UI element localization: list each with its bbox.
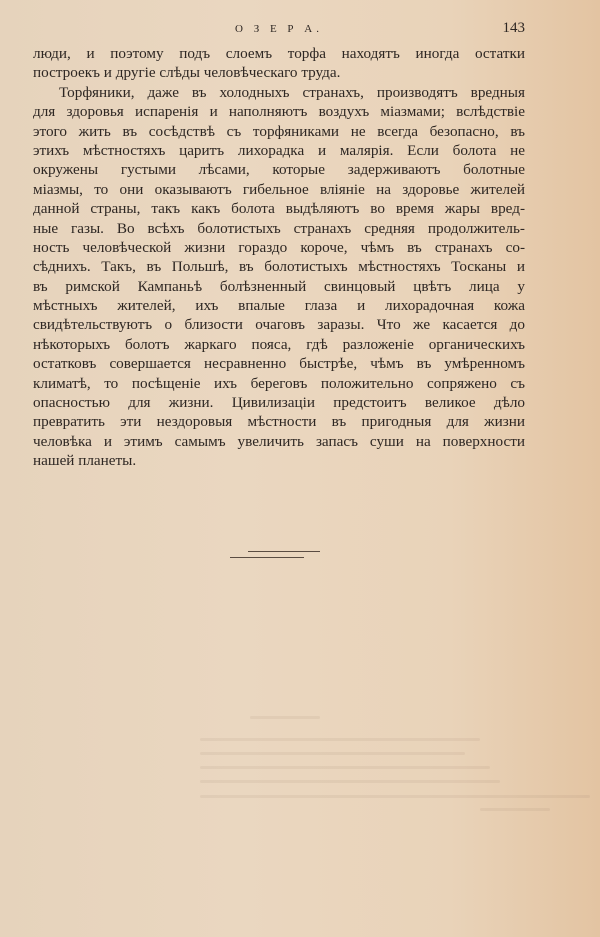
text-line: въ римской Кампаньѣ болѣзненный свинцовый цвѣтъ лица у — [33, 277, 525, 295]
text-line: окружены густыми лѣсами, которые задерживаютъ болотные — [33, 161, 525, 179]
text-line: люди, и поэтому подъ слоемъ торфа находятъ иногда остатки — [33, 45, 525, 62]
text-line: этихъ мѣстностяхъ царитъ лихорадка и малярія. Если болота не — [33, 141, 525, 159]
bleed-through-mark — [200, 738, 480, 741]
body-text — [33, 44, 525, 471]
bleed-through-mark — [480, 808, 550, 811]
text-line: для здоровья испаренія и наполняютъ воздухъ міазмами; вслѣдствіе — [33, 103, 525, 121]
text-line: сѣднихъ. Такъ, въ Польшѣ, въ болотистыхъ мѣстностяхъ Тосканы и — [33, 258, 525, 276]
bleed-through-mark — [200, 795, 590, 798]
bleed-through-mark — [200, 780, 500, 783]
separator-rule-upper — [248, 551, 320, 552]
running-head — [33, 20, 525, 40]
page-number: 143 — [502, 20, 525, 36]
text-line: опасностью для жизни. Цивилизаціи предстоитъ великое дѣло — [33, 394, 525, 412]
bleed-through-mark — [250, 716, 320, 719]
text-line: построекъ и другіе слѣды человѣческаго труда. — [33, 64, 341, 82]
text-line: данной страны, такъ какъ болота выдѣляютъ во время жары вред- — [33, 200, 525, 218]
running-title: О З Е Р А. — [235, 23, 323, 35]
text-line: нашей планеты. — [33, 452, 137, 470]
text-line: климатѣ, то посѣщеніе ихъ береговъ положительно сопряжено съ — [33, 374, 525, 392]
text-line: мѣстныхъ жителей, ихъ впалые глаза и лихорадочная кожа — [33, 297, 525, 315]
text-line: свидѣтельствуютъ о близости очаговъ заразы. Что же касается до — [33, 316, 525, 334]
text-line: ность человѣческой жизни гораздо короче, чѣмъ въ странахъ со- — [33, 238, 525, 256]
bleed-through-mark — [200, 752, 465, 755]
paragraph-start-line: Торфяники, даже въ холодныхъ странахъ, производятъ вредныя — [59, 83, 525, 101]
text-line: міазмы, то они оказываютъ гибельное вліяніе на здоровье жителей — [33, 180, 525, 198]
text-line: нѣкоторыхъ болотъ жаркаго пояса, гдѣ разложеніе органическихъ — [33, 335, 525, 353]
text-line: человѣка и этимъ самымъ увеличить запасъ суши на поверхности — [33, 432, 525, 450]
separator-rule-lower — [230, 557, 304, 558]
text-line: превратить эти нездоровыя мѣстности въ пригодныя для жизни — [33, 413, 525, 431]
text-line: остатковъ совершается несравненно быстрѣе, чѣмъ въ умѣренномъ — [33, 355, 525, 373]
text-line: этого жить въ сосѣдствѣ съ торфяниками не всегда безопасно, въ — [33, 122, 525, 140]
bleed-through-mark — [200, 766, 490, 769]
text-line: ные газы. Во всѣхъ болотистыхъ странахъ средняя продолжитель- — [33, 219, 525, 237]
